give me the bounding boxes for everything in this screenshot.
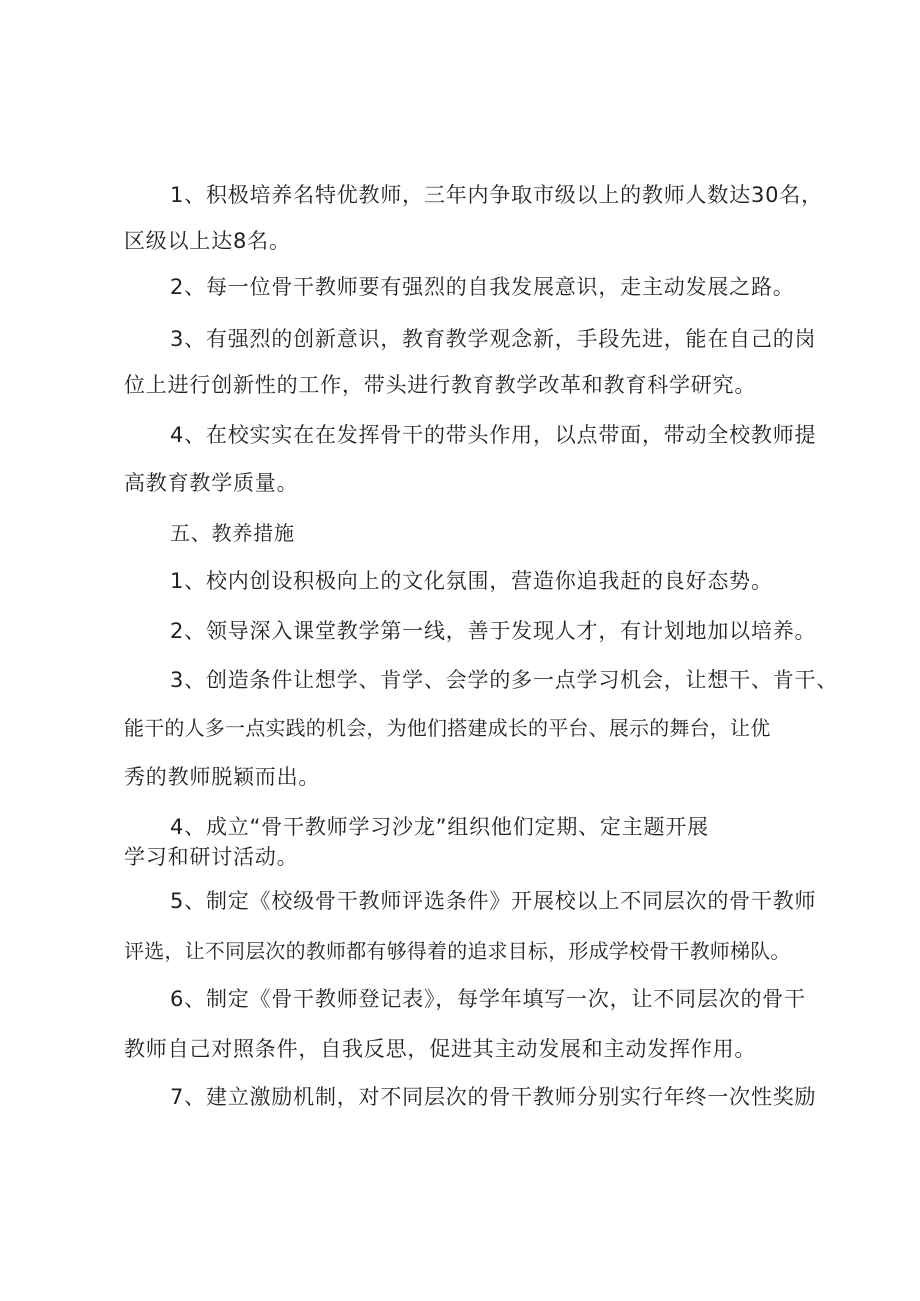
text-line: 4、成立“骨干教师学习沙龙”组织他们定期、定主题开展 bbox=[170, 815, 709, 839]
text-line: 4、在校实实在在发挥骨干的带头作用，以点带面，带动全校教师提 bbox=[170, 423, 817, 447]
text-line: 位上进行创新性的工作，带头进行教育教学改革和教育科学研究。 bbox=[124, 373, 757, 397]
text-line: 学习和研讨活动。 bbox=[124, 845, 299, 869]
text-line: 能干的人多一点实践的机会，为他们搭建成长的平台、展示的舞台，让优 bbox=[124, 716, 771, 740]
text-line: 秀的教师脱颖而出。 bbox=[124, 765, 321, 789]
text-line: 评选，让不同层次的教师都有够得着的追求目标，形成学校骨干教师梯队。 bbox=[124, 939, 791, 963]
text-line: 区级以上达8名。 bbox=[124, 229, 291, 253]
section-heading: 五、教养措施 bbox=[170, 521, 295, 545]
text-line: 2、领导深入课堂教学第一线，善于发现人才，有计划地加以培养。 bbox=[170, 619, 817, 643]
text-line: 5、制定《校级骨干教师评选条件》开展校以上不同层次的骨干教师 bbox=[170, 889, 817, 913]
text-line: 7、建立激励机制，对不同层次的骨干教师分别实行年终一次性奖励 bbox=[170, 1085, 817, 1109]
text-line: 6、制定《骨干教师登记表》，每学年填写一次，让不同层次的骨干 bbox=[170, 987, 806, 1011]
text-line: 2、每一位骨干教师要有强烈的自我发展意识，走主动发展之路。 bbox=[170, 275, 795, 299]
text-line: 1、校内创设积极向上的文化氛围，营造你追我赶的良好态势。 bbox=[170, 569, 773, 593]
text-line: 高教育教学质量。 bbox=[124, 471, 299, 495]
text-line: 3、创造条件让想学、肯学、会学的多一点学习机会，让想干、肯干、 bbox=[170, 668, 839, 692]
text-line: 1、积极培养名特优教师，三年内争取市级以上的教师人数达30名， bbox=[170, 183, 823, 207]
text-line: 3、有强烈的创新意识，教育教学观念新，手段先进，能在自己的岗 bbox=[170, 327, 817, 351]
text-line: 教师自己对照条件，自我反思，促进其主动发展和主动发挥作用。 bbox=[124, 1037, 757, 1061]
